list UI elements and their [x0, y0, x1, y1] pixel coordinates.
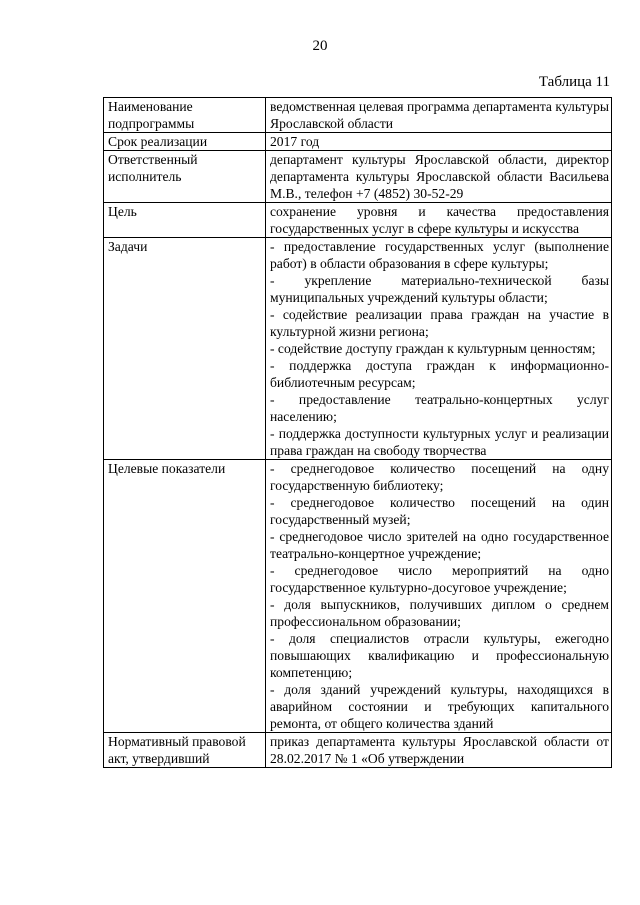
row-label-target-indicators: Целевые показатели: [104, 460, 266, 733]
indicator-item: - доля специалистов отрасли культуры, ежегодно повышающих квалификацию и профессиональную компетенцию;: [270, 631, 609, 680]
page-number: 20: [312, 38, 328, 54]
value-line: сохранение уровня и качества предоставления государственных услуг в сфере культуры и искусства: [270, 204, 609, 236]
row-value-period: [266, 133, 612, 151]
table-row: [104, 203, 612, 238]
task-item: - поддержка доступа граждан к информационно-библиотечным ресурсам;: [270, 358, 609, 390]
value-line: приказ департамента культуры Ярославской области от 28.02.2017 № 1 «Об утверждении: [270, 734, 609, 766]
row-value-tasks: [266, 238, 612, 460]
row-label-goal: Цель: [104, 203, 266, 238]
row-value-goal: [266, 203, 612, 238]
indicator-item: - доля выпускников, получивших диплом о среднем профессиональном образовании;: [270, 597, 609, 629]
task-item: - содействие доступу граждан к культурным ценностям;: [270, 341, 596, 356]
task-item: - укрепление материально-технической базы муниципальных учреждений культуры области;: [270, 273, 609, 305]
table-row: [104, 151, 612, 203]
row-label-subprogram-name: Наименование подпрограммы: [104, 98, 266, 133]
row-label-period: Срок реализации: [104, 133, 266, 151]
row-value-legal-act: [266, 733, 612, 768]
value-line: департамент культуры Ярославской области, директор департамента культуры Ярославской области Васильева М.В., телефон +7 (4852) 30-52-29: [270, 152, 609, 201]
task-item: - предоставление государственных услуг (выполнение работ) в области образования в сфере культуры;: [270, 239, 609, 271]
row-value-subprogram-name: [266, 98, 612, 133]
row-label-legal-act: Нормативный правовой акт, утвердивший: [104, 733, 266, 768]
row-value-responsible: [266, 151, 612, 203]
indicator-item: - среднегодовое число зрителей на одно государственное театрально-концертное учреждение;: [270, 529, 609, 561]
row-value-target-indicators: [266, 460, 612, 733]
indicator-item: - среднегодовое число мероприятий на одно государственное культурно-досуговое учреждение;: [270, 563, 609, 595]
indicator-item: - доля зданий учреждений культуры, находящихся в аварийном состоянии и требующих капитального ремонта, от общего количества зданий: [270, 682, 609, 731]
task-item: - содействие реализации права граждан на участие в культурной жизни региона;: [270, 307, 609, 339]
value-line: ведомственная целевая программа департамента культуры Ярославской области: [270, 99, 609, 131]
task-item: - поддержка доступности культурных услуг и реализации права граждан на свободу творчества: [270, 426, 609, 458]
table-row: [104, 133, 612, 151]
row-label-tasks: Задачи: [104, 238, 266, 460]
subprogram-passport-table: [103, 97, 612, 768]
table-caption: Таблица 11: [538, 74, 610, 90]
table-row: [104, 733, 612, 768]
indicator-item: - среднегодовое количество посещений на одну государственную библиотеку;: [270, 461, 609, 493]
table-row: [104, 98, 612, 133]
indicator-item: - среднегодовое количество посещений на один государственный музей;: [270, 495, 609, 527]
value-line: 2017 год: [270, 134, 320, 149]
task-item: - предоставление театрально-концертных услуг населению;: [270, 392, 609, 424]
row-label-responsible: Ответственный исполнитель: [104, 151, 266, 203]
table-row: [104, 238, 612, 460]
table-row: [104, 460, 612, 733]
